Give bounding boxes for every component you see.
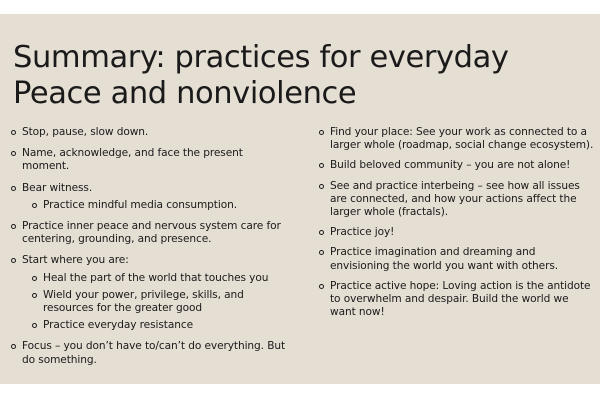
slide bbox=[0, 14, 600, 384]
bullet-text: Bear witness. bbox=[22, 181, 93, 194]
bullet-text: Practice active hope: Loving action is the antidote to overwhelm and despair. Build the world we want now! bbox=[330, 279, 591, 319]
bullet-text: Practice joy! bbox=[330, 226, 395, 239]
bullet-stop-pause bbox=[10, 126, 292, 139]
bullet-text: Find your place: See your work as connected to a larger whole (roadmap, social change ecosystem). bbox=[330, 126, 594, 152]
bullet-start-where-you-are bbox=[10, 254, 292, 332]
bullet-text: Build beloved community – you are not alone! bbox=[330, 159, 571, 172]
sub-bullet-wield-power: Wield your power, privilege, skills, and resources for the greater good bbox=[22, 289, 292, 315]
slide-title-line-2: Peace and nonviolence bbox=[13, 76, 357, 111]
bullet-text: Stop, pause, slow down. bbox=[22, 126, 149, 138]
sub-bullet-media: Practice mindful media consumption. bbox=[22, 199, 292, 212]
bullet-text: Focus – you don’t have to/can’t do everything. But do something. bbox=[22, 340, 286, 366]
bullet-text: Practice inner peace and nervous system care for centering, grounding, and presence. bbox=[22, 220, 281, 246]
slide-title bbox=[13, 40, 593, 112]
bullet-imagination bbox=[318, 246, 596, 272]
bullet-bear-witness bbox=[10, 182, 292, 212]
bullet-find-your-place bbox=[318, 126, 596, 152]
sub-bullet-heal: Heal the part of the world that touches you bbox=[22, 272, 292, 285]
bullet-text: Start where you are: bbox=[22, 254, 129, 267]
bullet-practice-joy bbox=[318, 226, 596, 239]
bullet-text: Practice imagination and dreaming and envisioning the world you want with others. bbox=[330, 246, 559, 272]
bullet-text: Name, acknowledge, and face the present moment. bbox=[22, 147, 243, 173]
bullet-focus bbox=[10, 340, 292, 366]
left-bullet-column bbox=[10, 126, 292, 375]
sub-bullet-list bbox=[22, 199, 292, 212]
bullet-beloved-community bbox=[318, 159, 596, 172]
bullet-interbeing bbox=[318, 180, 596, 220]
bullet-inner-peace bbox=[10, 220, 292, 246]
bullet-active-hope bbox=[318, 280, 596, 320]
bullet-text: See and practice interbeing – see how all issues are connected, and how your actions affect the larger whole (fractals). bbox=[330, 179, 580, 219]
right-bullet-column bbox=[318, 126, 596, 326]
slide-title-line-1: Summary: practices for everyday bbox=[13, 40, 509, 75]
bullet-name-acknowledge bbox=[10, 147, 292, 173]
sub-bullet-list bbox=[22, 272, 292, 333]
sub-bullet-resistance: Practice everyday resistance bbox=[22, 319, 292, 332]
